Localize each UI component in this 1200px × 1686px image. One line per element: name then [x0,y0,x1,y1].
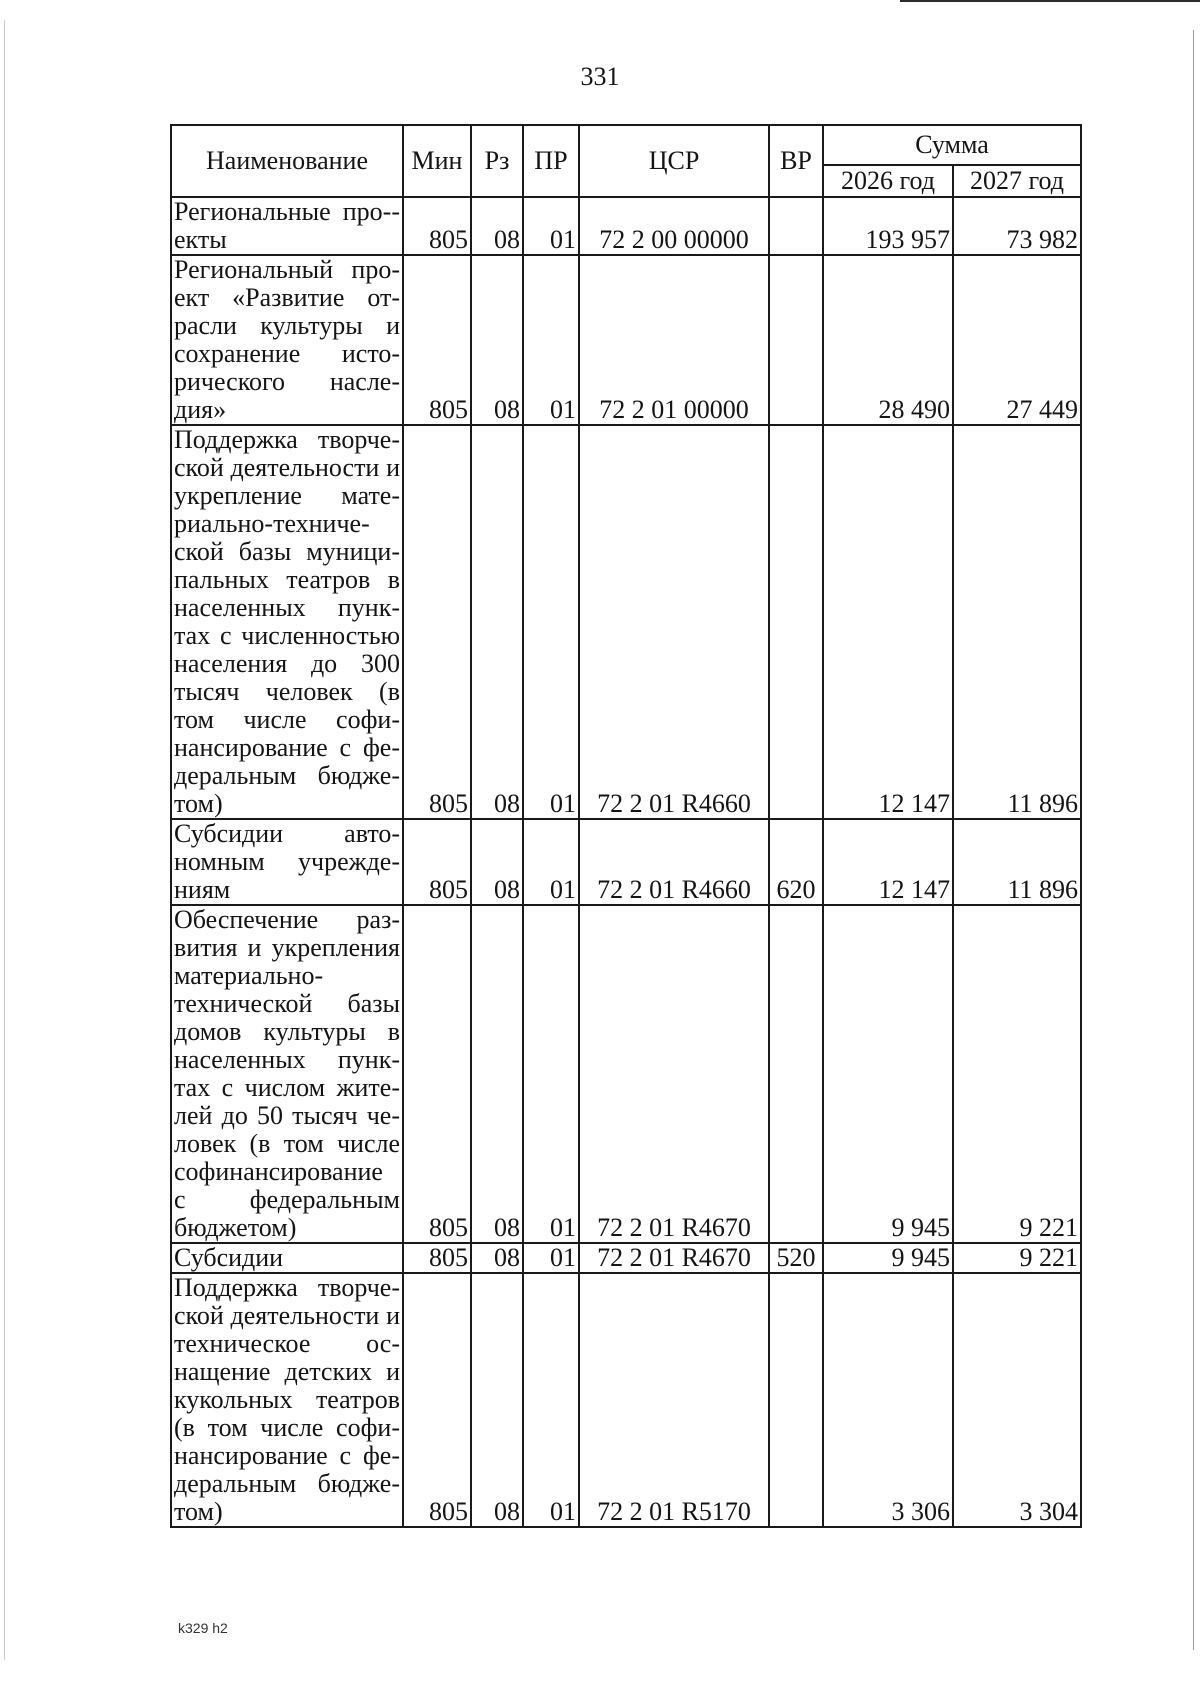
row-csr: 72 2 01 R4670 [579,1243,769,1273]
row-pr: 01 [523,425,579,819]
table-row [171,255,1081,425]
table-row [171,905,1081,1243]
row-pr: 01 [523,905,579,1243]
row-min: 805 [403,1273,471,1527]
header-2026: 2026 год [823,165,953,197]
row-name: Региональный про-ект «Развитие от-расли культуры и сохранение исто-рического насле-дия» [171,255,403,425]
row-name: Обеспечение раз-вития и укрепления материально-технической базы домов культуры в населенных пунк-тах с числом жите-лей до 50 тысяч че-ловек (в том числе софинансирование с федеральным бюджетом) [171,905,403,1243]
header-min: Мин [403,125,471,197]
row-min: 805 [403,1243,471,1273]
header-rz: Рз [471,125,523,197]
footer-code: k329 h2 [178,1620,228,1636]
row-sum-2027: 11 896 [953,425,1081,819]
row-sum-2027: 3 304 [953,1273,1081,1527]
row-vr: 520 [769,1243,823,1273]
row-sum-2026: 9 945 [823,905,953,1243]
row-vr [769,905,823,1243]
row-name: Поддержка творче-ской деятельности и укрепление мате-риально-техниче-ской базы муници-пальных театров в населенных пунк-тах с численностью населения до 300 тысяч человек (в том числе софи-нансирование с фе-деральным бюдже-том) [171,425,403,819]
row-rz: 08 [471,425,523,819]
scan-left-edge [4,20,5,1660]
row-csr: 72 2 01 R4660 [579,819,769,905]
top-edge-rule [900,0,1200,2]
row-rz: 08 [471,1243,523,1273]
row-pr: 01 [523,1243,579,1273]
row-min: 805 [403,905,471,1243]
header-sum: Сумма [823,125,1081,165]
row-sum-2027: 9 221 [953,905,1081,1243]
row-sum-2027: 27 449 [953,255,1081,425]
table-header [171,125,1081,197]
row-sum-2026: 193 957 [823,197,953,255]
row-min: 805 [403,197,471,255]
row-name: Региональные про-екты [171,197,403,255]
row-vr [769,197,823,255]
row-vr [769,255,823,425]
row-csr: 72 2 01 R4660 [579,425,769,819]
row-sum-2027: 73 982 [953,197,1081,255]
table-row [171,819,1081,905]
row-vr [769,425,823,819]
row-rz: 08 [471,819,523,905]
row-sum-2027: 11 896 [953,819,1081,905]
row-pr: 01 [523,819,579,905]
row-min: 805 [403,425,471,819]
header-vr: ВР [769,125,823,197]
header-name: Наименование [171,125,403,197]
row-name: Субсидии [171,1243,403,1273]
row-pr: 01 [523,197,579,255]
scan-right-edge [1193,30,1194,1650]
header-csr: ЦСР [579,125,769,197]
row-name: Поддержка творче-ской деятельности и техническое ос-нащение детских и кукольных театров (в том числе софи-нансирование с фе-деральным бюдже-том) [171,1273,403,1527]
row-csr: 72 2 01 00000 [579,255,769,425]
row-csr: 72 2 01 R4670 [579,905,769,1243]
header-pr: ПР [523,125,579,197]
row-rz: 08 [471,255,523,425]
row-min: 805 [403,255,471,425]
row-sum-2026: 3 306 [823,1273,953,1527]
table-row [171,1273,1081,1527]
row-csr: 72 2 00 00000 [579,197,769,255]
table-row [171,425,1081,819]
row-sum-2026: 28 490 [823,255,953,425]
table-row [171,197,1081,255]
header-2027: 2027 год [953,165,1081,197]
row-rz: 08 [471,905,523,1243]
table-body [171,197,1081,1527]
row-vr: 620 [769,819,823,905]
row-min: 805 [403,819,471,905]
row-pr: 01 [523,1273,579,1527]
row-vr [769,1273,823,1527]
page-number: 331 [580,62,620,91]
row-sum-2026: 12 147 [823,819,953,905]
row-rz: 08 [471,197,523,255]
budget-table [170,124,1082,1528]
row-rz: 08 [471,1273,523,1527]
row-pr: 01 [523,255,579,425]
row-csr: 72 2 01 R5170 [579,1273,769,1527]
table-row [171,1243,1081,1273]
row-sum-2027: 9 221 [953,1243,1081,1273]
row-sum-2026: 9 945 [823,1243,953,1273]
row-name: Субсидии авто-номным учрежде-ниям [171,819,403,905]
row-sum-2026: 12 147 [823,425,953,819]
